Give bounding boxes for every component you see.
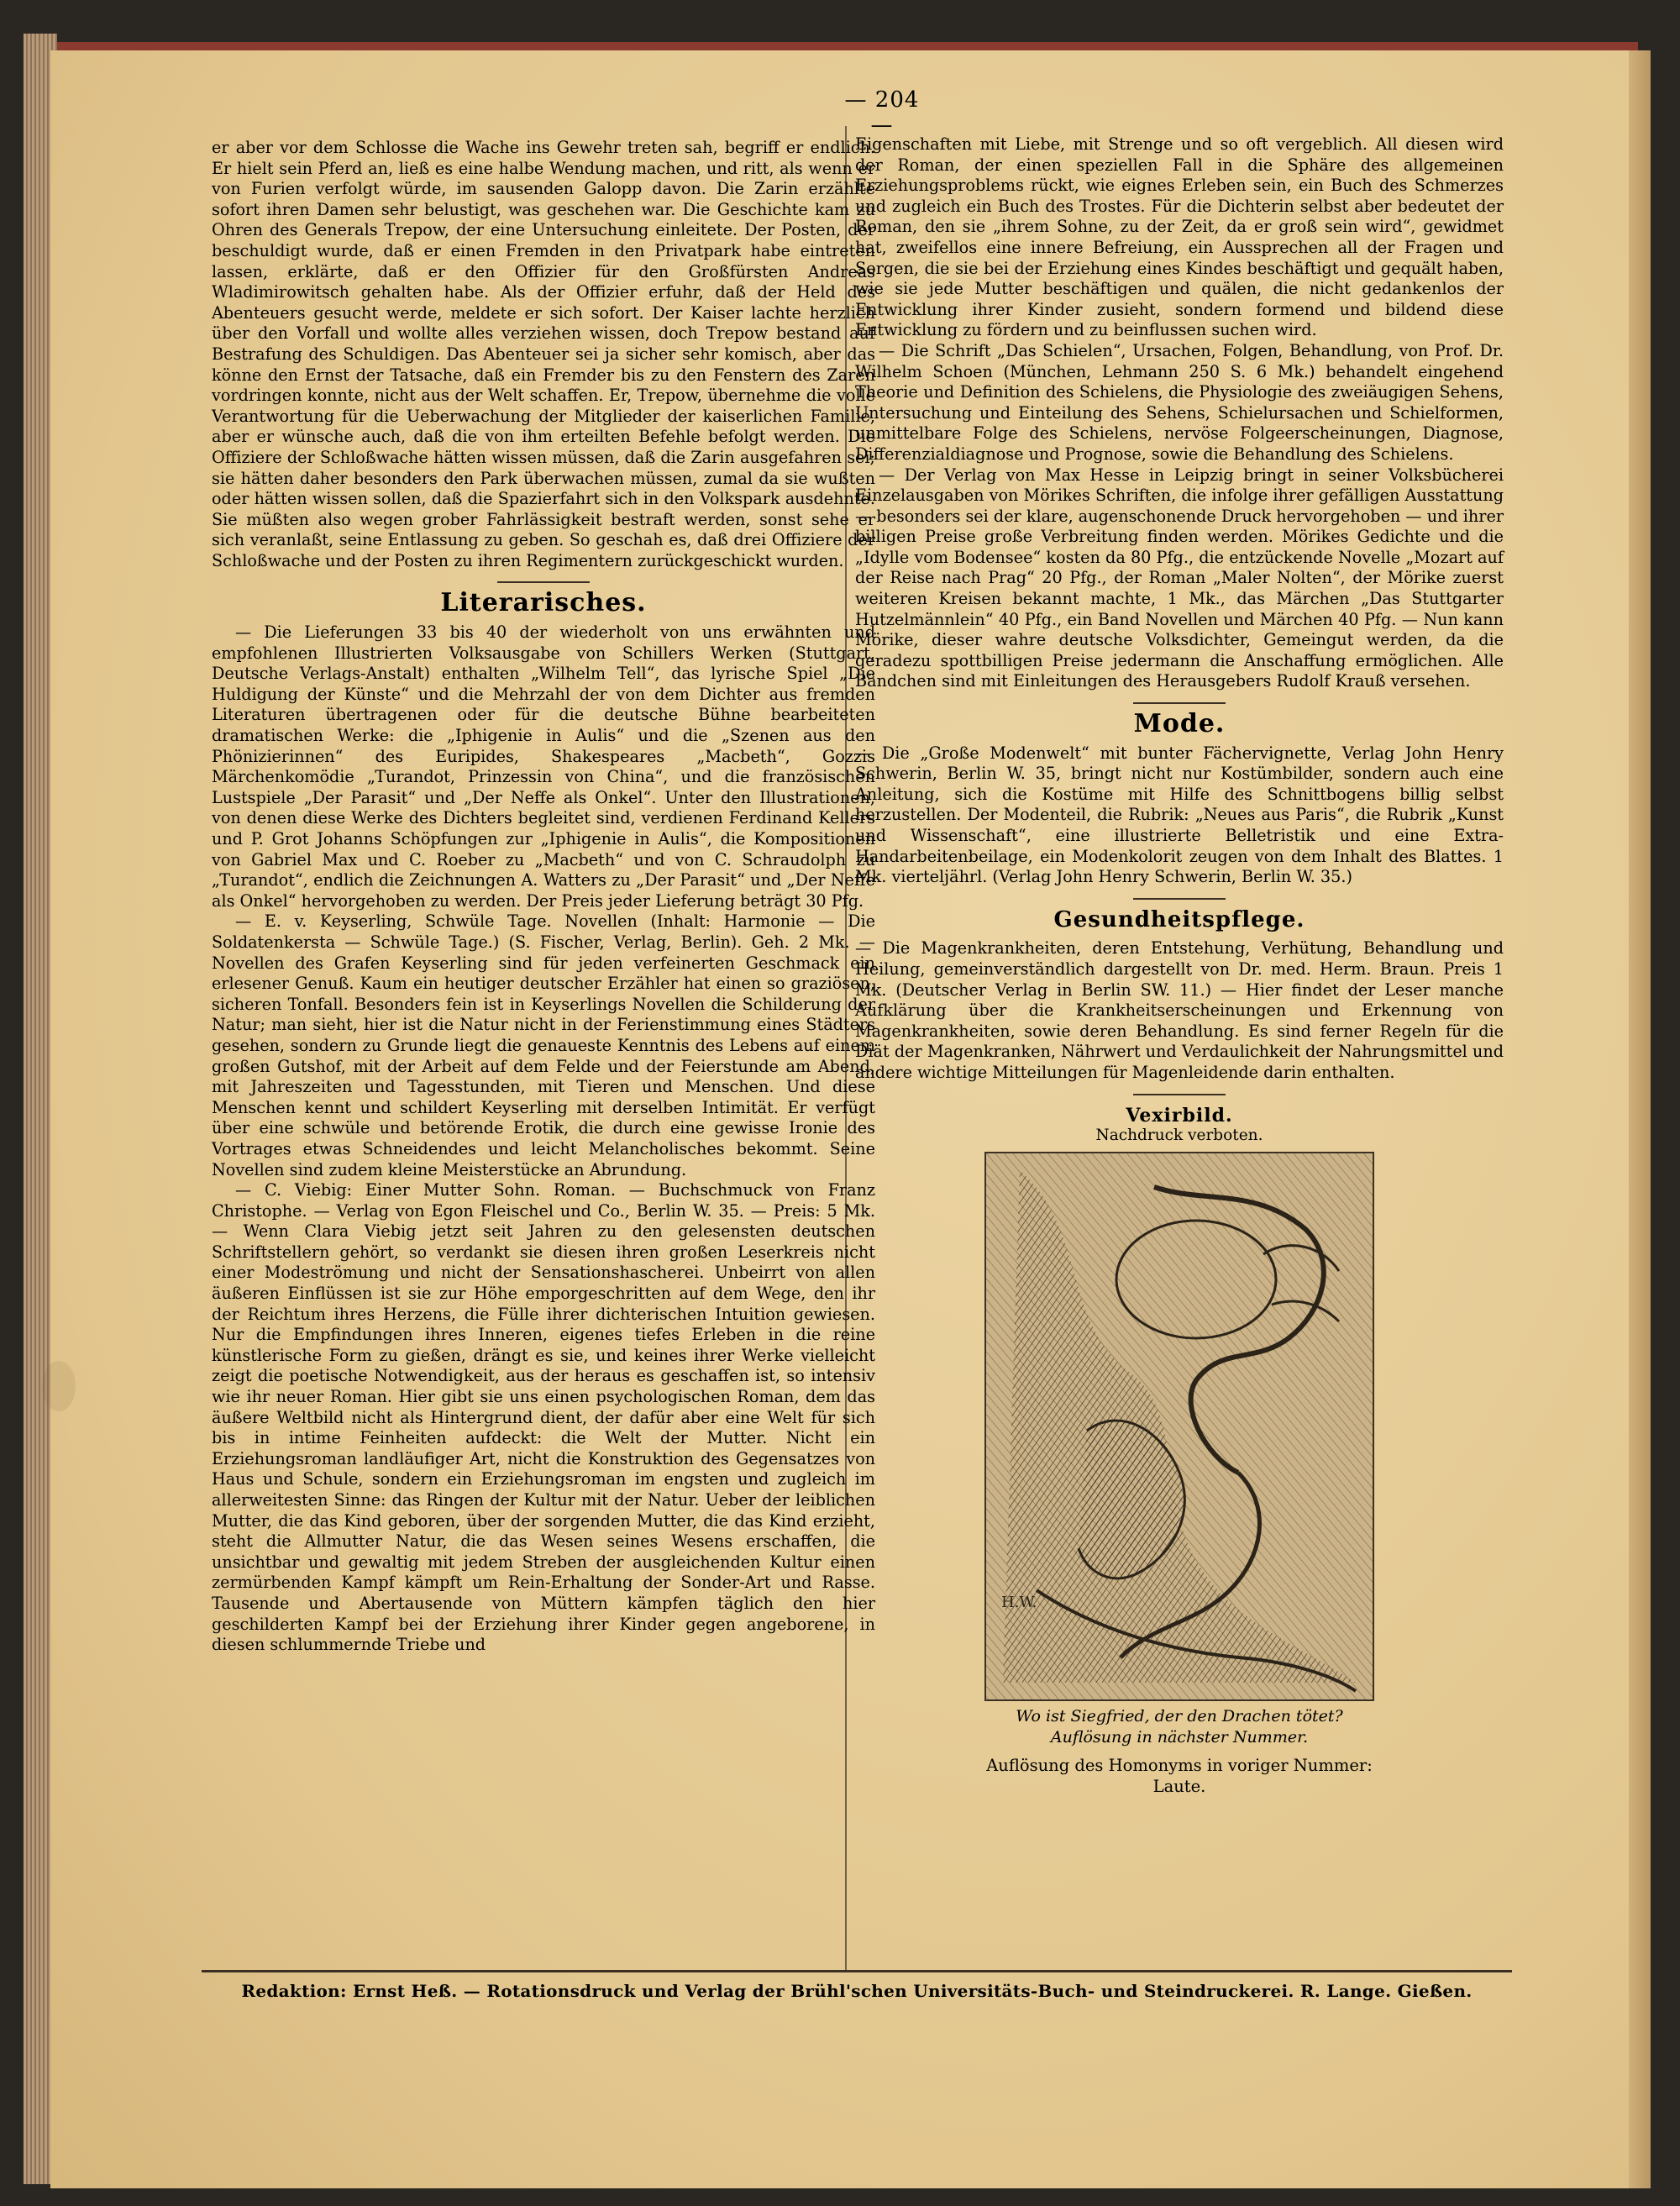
previous-solution-word: Laute.: [1152, 1776, 1206, 1796]
review-paragraph: — Der Verlag von Max Hesse in Leipzig bringt in seiner Volksbücherei Einzelausgaben von Mörikes Schriften, die infolge ihrer gefälligen Ausstattung — besonders sei der klare, augenschonende Druck hervorgehoben — und ihrer billigen Preise große Verbreitung finden werden. Mörikes Gedichte und die „Idylle vom Bodensee“ kosten da 80 Pfg., die entzückende Novelle „Mozart auf der Reise nach Prag“ 20 Pfg., der Roman „Maler Nolten“, der Mörike zuerst weiteren Kreisen bekannt machte, 1 Mk., das Märchen „Das Stuttgarter Hutzelmännlein“ 40 Pfg., ein Band Novellen und Märchen 40 Pfg. — Nun kann Mörike, dieser wahre deutsche Volksdichter, Gemeingut werden, da die geradezu spottbilligen Preise jedermann die Anschaffung ermöglichen. Alle Bändchen sind mit Einleitungen des Herausgebers Rudolf Krauß versehen.: [855, 465, 1504, 691]
picture-puzzle: [855, 1106, 1504, 1797]
section-divider: [1133, 702, 1226, 704]
artist-initials: H.W.: [1001, 1593, 1037, 1611]
previous-solution-line: Auflösung des Homonyms in voriger Nummer:: [986, 1755, 1373, 1775]
footer-rule: [202, 1970, 1512, 1972]
review-paragraph: — E. v. Keyserling, Schwüle Tage. Novellen (Inhalt: Harmonie — Die Soldatenkersta — Schwüle Tage.) (S. Fischer, Verlag, Berlin). Geh. 2 Mk. — Novellen des Grafen Keyserling sind für jeden verfeinerten Geschmack ein erlesener Genuß. Kaum ein heutiger deutscher Erzähler hat einen so graziösen, sicheren Tonfall. Besonders fein ist in Keyserlings Novellen die Schilderung der Natur; man sieht, hier ist die Natur nicht in der Ferienstimmung eines Städters gesehen, sondern zu Grunde liegt die genaueste Kenntnis des Lebens auf einem großen Gutshof, mit der Arbeit auf dem Felde und der Feierstunde am Abend, mit Jahreszeiten und Tagesstunden, mit Tieren und Menschen. Und diese Menschen kennt und schildert Keyserling mit derselben Intimität. Er verfügt über eine schwüle und betörende Erotik, die durch eine gewisse Ironie des Vortrages etwas Schneidendes und leicht Melancholisches bekommt. Seine Novellen sind zudem kleine Meisterstücke an Abrundung.: [212, 911, 875, 1179]
section-heading-mode: Mode.: [1133, 709, 1226, 739]
mode-paragraph: — Die „Große Modenwelt“ mit bunter Fächervignette, Verlag John Henry Schwerin, Berlin W. 35, bringt nicht nur Kostümbilder, sondern auch eine Anleitung, sich die Kostüme mit Hilfe des Schnittbogens billig selbst herzustellen. Der Modenteil, die Rubrik: „Neues aus Paris“, die Rubrik „Kunst und Wissenschaft“, eine illustrierte Belletristik und eine Extra-Handarbeitenbeilage, ein Modenkolorit zeugen von dem Inhalt des Blattes. 1 Mk. vierteljährl. (Verlag John Henry Schwerin, Berlin W. 35.): [855, 743, 1504, 887]
page-number: — 204 —: [844, 87, 920, 138]
review-paragraph: Eigenschaften mit Liebe, mit Strenge und so oft vergeblich. All diesen wird der Roman, der einen speziellen Fall in die Sphäre des allgemeinen Erziehungsproblems rückt, wie eignes Erleben sein, ein Buch des Schmerzes und zugleich ein Buch des Trostes. Für die Dichterin selbst aber bedeutet der Roman, den sie „ihrem Sohne, zu der Zeit, da er groß sein wird“, gewidmet hat, zweifellos eine innere Befreiung, ein Aussprechen all der Fragen und Sorgen, die sie bei der Erziehung eines Kindes beschäftigt und gequält haben, wie sie jede Mutter beschäftigen und quälen, die nicht gedankenlos der Entwicklung ihrer Kinder zusieht, sondern formend und bildend diese Entwicklung zu fördern und zu beinflussen suchen wird.: [855, 134, 1504, 340]
section-divider: [497, 581, 590, 583]
review-paragraph: — Die Lieferungen 33 bis 40 der wiederholt von uns erwähnten und empfohlenen Illustrierten Volksausgabe von Schillers Werken (Stuttgart, Deutsche Verlags-Anstalt) enthalten „Wilhelm Tell“, das lyrische Spiel „Die Huldigung der Künste“ und die Mehrzahl der von dem Dichter aus fremden Literaturen übertragenen oder für die deutsche Bühne bearbeiteten dramatischen Werke: die „Iphigenie in Aulis“ und die „Szenen aus den Phönizierinnen“ des Euripides, Shakespeares „Macbeth“, Gozzis Märchenkomödie „Turandot, Prinzessin von China“, und die französischen Lustspiele „Der Parasit“ und „Der Neffe als Onkel“. Unter den Illustrationen, von denen diese Werke des Dichters begleitet sind, verdienen Ferdinand Kellers und P. Grot Johanns Schöpfungen zur „Iphigenie in Aulis“, die Kompositionen von Gabriel Max und C. Roeber zu „Macbeth“ und von C. Schraudolph zu „Turandot“, endlich die Zeichnungen A. Watters zu „Der Parasit“ und „Der Neffe als Onkel“ hervorgehoben zu werden. Der Preis jeder Lieferung beträgt 30 Pfg.: [212, 622, 875, 911]
page-right-edge: [1629, 50, 1651, 2188]
section-divider: [1133, 1094, 1226, 1095]
puzzle-illustration: [984, 1152, 1374, 1701]
puzzle-answer-note: Auflösung in nächster Nummer.: [1050, 1727, 1309, 1746]
puzzle-caption: Wo ist Siegfried, der den Drachen tötet?: [1016, 1706, 1343, 1725]
review-paragraph: — Die Schrift „Das Schielen“, Ursachen, Folgen, Behandlung, von Prof. Dr. Wilhelm Schoen (München, Lehmann 250 S. 6 Mk.) behandelt eingehend Theorie und Definition des Schielens, die Physiologie des zweiäugigen Sehens, Untersuchung und Einteilung des Sehens, Schielursachen und Schielformen, unmittelbare Folge des Schielens, nervöse Folgeerscheinungen, Diagnose, Differenzialdiagnose und Prognose, sowie die Behandlung des Schielens.: [855, 340, 1504, 464]
section-heading-gesundheitspflege: Gesundheitspflege.: [1053, 906, 1305, 932]
reprint-notice: Nachdruck verboten.: [1095, 1127, 1263, 1145]
article-paragraph: er aber vor dem Schlosse die Wache ins Gewehr treten sah, begriff er endlich. Er hielt sein Pferd an, ließ es eine halbe Wendung machen, und ritt, als wenn er von Furien verfolgt würde, im sausenden Galopp davon. Die Zarin erzählte sofort ihren Damen sehr belustigt, was geschehen war. Die Geschichte kam zu Ohren des Generals Trepow, der eine Untersuchung einleitete. Der Posten, der beschuldigt wurde, daß er einen Fremden in den Privatpark habe eintreten lassen, erklärte, daß er den Offizier für den Großfürsten Andreas Wladimirowitsch gehalten habe. Als der Offizier erfuhr, daß der Held des Abenteuers gesucht werde, meldete er sich sofort. Der Kaiser lachte herzlich über den Vorfall und wollte alles verziehen wissen, doch Trepow bestand auf Bestrafung des Schuldigen. Das Abenteuer sei ja sicher sehr komisch, aber das könne den Ernst der Tatsache, daß ein Fremder bis zu den Fenstern des Zaren vordringen konnte, nicht aus der Welt schaffen. Er, Trepow, übernehme die volle Verantwortung für die Ueberwachung der Mitglieder der kaiserlichen Familie, aber er wünsche auch, daß die von ihm erteilten Befehle befolgt werden. Die Offiziere der Schloßwache hätten wissen müssen, daß die Zarin ausgefahren sei; sie hätten daher besonders den Park überwachen müssen, zumal da sie wußten oder hätten wissen sollen, daß die Spazierfahrt sich in den Volkspark ausdehnte. Sie müßten also wegen grober Fahrlässigkeit bestraft werden, sonst sehe er sich veranlaßt, seine Entlassung zu geben. So geschah es, daß drei Offiziere der Schloßwache und der Posten zu ihren Regimentern zurückgeschickt wurden.: [212, 138, 875, 570]
health-paragraph: — Die Magenkrankheiten, deren Entstehung, Verhütung, Behandlung und Heilung, gemeinverständlich dargestellt von Dr. med. Herm. Braun. Preis 1 Mk. (Deutscher Verlag in Berlin SW. 11.) — Hier findet der Leser manche Aufklärung über die Krankheitserscheinungen und Erkennung von Magenkrankheiten, sowie deren Behandlung. Es sind ferner Regeln für die Diät der Magenkranken, Nährwert und Verdaulichkeit der Nahrungsmittel und andere wichtige Mitteilungen für Magenleidende darin enthalten.: [855, 938, 1504, 1082]
puzzle-title: Vexirbild.: [1126, 1104, 1233, 1127]
paper-stain: [42, 1361, 76, 1411]
section-divider: [1133, 898, 1226, 900]
section-heading-literarisches: Literarisches.: [440, 588, 647, 618]
imprint-footer: Redaktion: Ernst Heß. — Rotationsdruck und Verlag der Brühl'schen Universitäts-Buch- und Steindruckerei. R. Lange. Gießen.: [241, 1981, 1473, 2001]
woodcut-picture: [986, 1153, 1373, 1699]
right-column: [855, 134, 1504, 1797]
review-paragraph: — C. Viebig: Einer Mutter Sohn. Roman. — Buchschmuck von Franz Christophe. — Verlag von Egon Fleischel und Co., Berlin W. 35. — Preis: 5 Mk. — Wenn Clara Viebig jetzt seit Jahren zu den gelesensten deutschen Schriftstellern gehört, so verdankt sie diesen ihren großen Leserkreis nicht einer Modeströmung und nicht der Sensationshascherei. Unbeirrt von allen äußeren Einflüssen ist sie zur Höhe emporgeschritten auf dem Wege, den ihr der Reichtum ihres Herzens, die Fülle ihrer dichterischen Intuition gewiesen. Nur die Empfindungen ihres Inneren, eigenes tiefes Erleben in die reine künstlerische Form zu gießen, drängt es sie, und keines ihrer Werke vielleicht zeigt die poetische Notwendigkeit, aus der heraus es geschaffen ist, so intensiv wie ihr neuer Roman. Hier gibt sie uns einen psychologischen Roman, dem das äußere Weltbild nicht als Hintergrund dient, der dafür aber eine Welt für sich bis in intime Feinheiten aufdeckt: die Welt der Mutter. Nicht ein Erziehungsroman landläufiger Art, nicht die Konstruktion des Gegensatzes von Haus und Schule, sondern ein Erziehungsroman im engsten und zugleich im allerweitesten Sinne: das Ringen der Kultur mit der Natur. Ueber der leiblichen Mutter, die das Kind geboren, über der sorgenden Mutter, die das Kind erzieht, steht die Allmutter Natur, die das Wesen seines Wesens erschaffen, die unsichtbar und gewaltig mit jedem Streben der ausgleichenden Kultur einen zermürbenden Kampf kämpft um Rein-Erhaltung der Sonder-Art und Rasse. Tausende und Abertausende von Müttern kämpfen täglich den hier geschilderten Kampf bei der Erziehung ihrer Kinder gegen angeborene, in diesen schlummernde Triebe und: [212, 1180, 875, 1655]
left-column: [212, 138, 875, 1656]
